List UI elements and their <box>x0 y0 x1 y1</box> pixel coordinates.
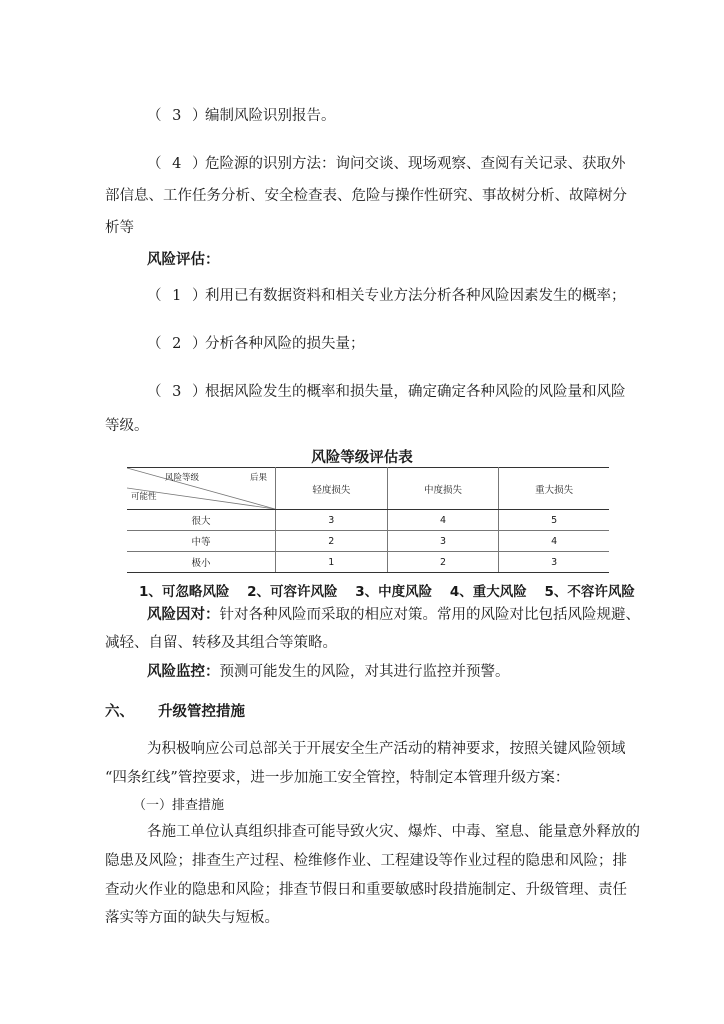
legend-item: 2、可容许风险 <box>247 584 338 600</box>
table-corner-cell <box>127 468 276 510</box>
assess-1-num: （ 1 ） <box>147 288 210 304</box>
section-number: 六、 <box>105 703 134 720</box>
table-cell: 4 <box>387 510 499 531</box>
row-label: 很大 <box>127 510 276 531</box>
assess-3-line1 <box>147 382 626 402</box>
para-4-line1 <box>147 154 626 174</box>
para-3 <box>147 106 336 126</box>
response-line2: 减轻、自留、转移及其组合等策略。 <box>105 635 337 651</box>
assess-3-text1: 根据风险发生的概率和损失量，确定确定各种风险的风险量和风险 <box>205 384 626 400</box>
assess-heading: 风险评估： <box>147 251 220 268</box>
table-row <box>127 531 609 552</box>
legend-item: 1、可忽略风险 <box>139 584 230 600</box>
section-heading <box>105 702 245 722</box>
column-header: 重大损失 <box>499 468 609 510</box>
column-header: 中度损失 <box>387 468 499 510</box>
risk-table <box>127 467 609 573</box>
assess-1 <box>147 286 626 306</box>
legend-item: 3、中度风险 <box>355 584 433 600</box>
assess-3-num: （ 3 ） <box>147 384 210 400</box>
section-title: 升级管控措施 <box>158 703 245 720</box>
risk-legend <box>139 580 648 600</box>
legend-item: 4、重大风险 <box>449 584 527 600</box>
assess-2-text: 分析各种风险的损失量； <box>205 336 365 352</box>
response-label: 风险因对： <box>147 606 220 623</box>
table-header-row <box>127 468 609 510</box>
row-label: 中等 <box>127 531 276 552</box>
table-cell: 5 <box>499 510 609 531</box>
intro-line1: 为积极响应公司总部关于开展安全生产活动的精神要求，按照关键风险领域 <box>147 741 626 757</box>
para-4-line2: 部信息、工作任务分析、安全检查表、危险与操作性研究、事故树分析、故障树分 <box>105 188 627 204</box>
check-line2: 隐患及风险；排查生产过程、检维修作业、工程建设等作业过程的隐患和风险；排 <box>105 853 627 869</box>
column-header: 轻度损失 <box>276 468 388 510</box>
corner-bottom-label: 可能性 <box>131 492 157 502</box>
legend-item: 5、不容许风险 <box>544 584 635 600</box>
response-line1 <box>147 605 640 625</box>
corner-top-label: 风险等级 <box>165 473 200 483</box>
assess-1-text: 利用已有数据资料和相关专业方法分析各种风险因素发生的概率； <box>205 288 626 304</box>
check-line1: 各施工单位认真组织排查可能导致火灾、爆炸、中毒、窒息、能量意外释放的 <box>147 824 640 840</box>
table-cell: 3 <box>276 510 388 531</box>
table-row <box>127 510 609 531</box>
para-3-num: （ 3 ） <box>147 108 210 124</box>
table-title: 风险等级评估表 <box>311 450 413 466</box>
table-cell: 2 <box>276 531 388 552</box>
assess-3-line2: 等级。 <box>105 418 149 434</box>
table-cell: 1 <box>276 552 388 573</box>
para-4-text1: 危险源的识别方法：询问交谈、现场观察、查阅有关记录、获取外 <box>205 156 626 172</box>
monitor-text: 预测可能发生的风险，对其进行监控并预警。 <box>219 664 510 680</box>
intro-line2: “四条红线”管控要求，进一步加施工安全管控，特制定本管理升级方案： <box>105 770 570 786</box>
assess-2 <box>147 334 365 354</box>
monitor-label: 风险监控： <box>147 663 220 680</box>
para-4-num: （ 4 ） <box>147 156 210 172</box>
table-cell: 4 <box>499 531 609 552</box>
subsection-heading: （一）排查措施 <box>133 798 225 813</box>
para-4-line3: 析等 <box>105 220 134 236</box>
table-cell: 3 <box>387 531 499 552</box>
table-row <box>127 552 609 573</box>
response-text1: 针对各种风险而采取的相应对策。常用的风险对比包括风险规避、 <box>219 607 640 623</box>
check-line4: 落实等方面的缺失与短板。 <box>105 910 279 926</box>
table-cell: 3 <box>499 552 609 573</box>
table-cell: 2 <box>387 552 499 573</box>
monitor-line <box>147 662 510 682</box>
corner-right-label: 后果 <box>249 473 267 483</box>
assess-2-num: （ 2 ） <box>147 336 210 352</box>
row-label: 极小 <box>127 552 276 573</box>
check-line3: 查动火作业的隐患和风险；排查节假日和重要敏感时段措施制定、升级管理、责任 <box>105 882 627 898</box>
para-3-text: 编制风险识别报告。 <box>205 108 336 124</box>
